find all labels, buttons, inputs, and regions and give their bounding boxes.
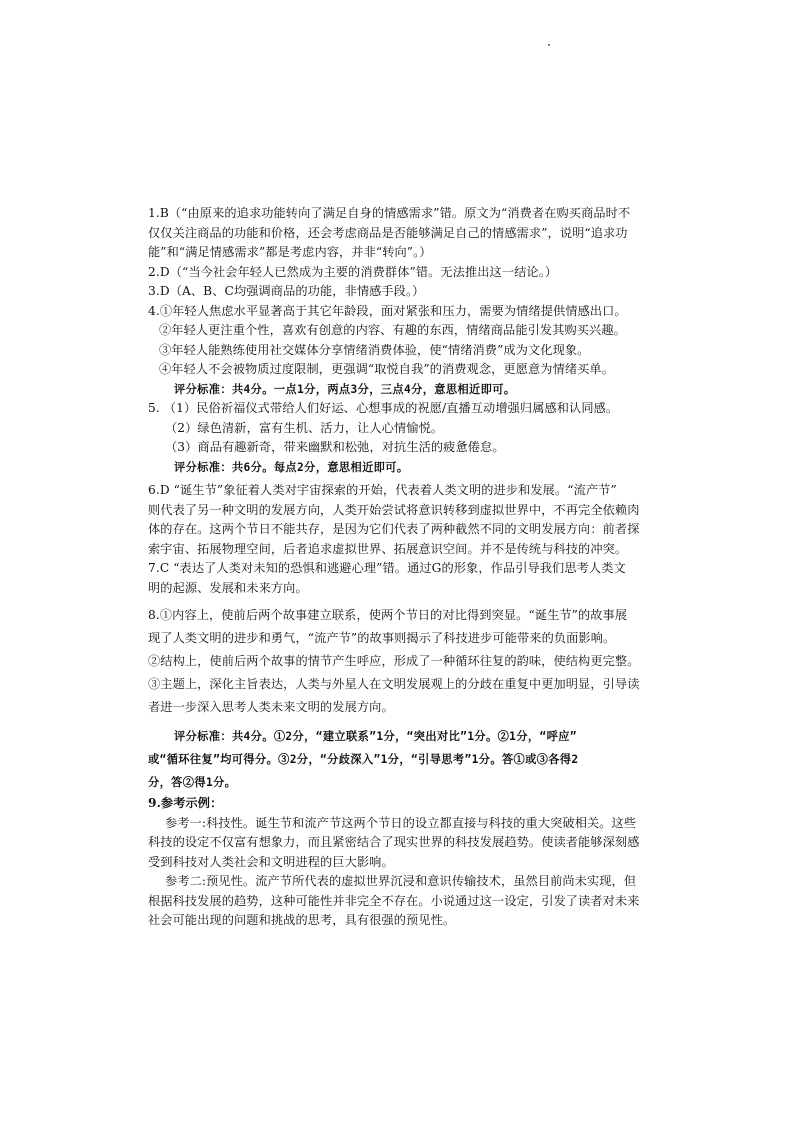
- answer-8: [148, 604, 673, 719]
- answer-line: ④年轻人不会被物质过度限制，更强调“取悦自我”的消费观念，更愿意为情绪买单。: [159, 362, 615, 376]
- answer-line: ②年轻人更注重个性，喜欢有创意的内容、有趣的东西，情绪商品能引发其购买兴趣。: [159, 323, 626, 337]
- answer-line: （2）绿色清新，富有生机、活力，让人心情愉悦。: [165, 420, 444, 435]
- scoring-criteria: 评分标准：共4分。一点1分，两点3分，三点4分，意思相近即可。: [174, 382, 516, 396]
- scoring-criteria: 分，答②得1分。: [148, 776, 237, 789]
- answer-line: 7.C “表达了人类对未知的恐惧和逃避心理”错。通过G的形象，作品引导我们思考人类文: [148, 561, 626, 575]
- answer-line: 根据科技发展的趋势，这种可能性并非完全不存在。小说通过这一设定，引发了读者对未来: [148, 893, 640, 908]
- answer-line: 参考一:科技性。诞生节和流产节这两个节日的设立都直接与科技的重大突破相关。这些: [165, 815, 637, 830]
- answer-line: 体的存在。这两个节日不能共存，是因为它们代表了两种截然不同的文明发展方向：前者探: [148, 522, 640, 536]
- answer-line: 者进一步深入思考人类未来文明的发展方向。: [148, 700, 394, 714]
- answer-line: 现了人类文明的进步和勇气，“流产节”的故事则揭示了科技进步可能带来的负面影响。: [148, 631, 616, 645]
- scan-speck: [548, 44, 550, 46]
- answer-7: [148, 559, 673, 598]
- answer-line: 索宇宙、拓展物理空间，后者追求虚拟世界、拓展意识空间。并不是传统与科技的冲突。: [148, 541, 628, 556]
- answer-line: 5. （1）民俗祈福仪式带给人们好运、心想事成的祝愿/直播互动增强归属感和认同感。: [148, 401, 619, 415]
- answer-line: （3）商品有趣新奇，带来幽默和松弛，对抗生活的疲惫倦怠。: [165, 440, 505, 454]
- answer-line: 参考二:预见性。流产节所代表的虚拟世界沉浸和意识传输技术，虽然目前尚未实现，但: [165, 874, 637, 888]
- answer-9-reference-1: [148, 814, 673, 873]
- scoring-criteria: 或“循环往复”均可得分。③2分，“分歧深入”1分，“引导思考”1分。答①或③各得2: [148, 753, 579, 766]
- answer-line: 社会可能出现的问题和挑战的思考，具有很强的预见性。: [148, 913, 456, 927]
- scoring-criteria: 评分标准：共6分。每点2分，意思相近即可。: [174, 460, 409, 474]
- answer-line: 则代表了另一种文明的发展方向，人类开始尝试将意识转移到虚拟世界中，不再完全依赖肉: [148, 502, 640, 517]
- answer-line: ②结构上，使前后两个故事的情节产生呼应，形成了一种循环往复的韵味，使结构更完整。: [148, 654, 640, 668]
- answer-line: 8.①内容上，使前后两个故事建立联系，使两个节日的对比得到突显。“诞生节”的故事展: [148, 608, 628, 622]
- answer-line: 1.B（“由原来的追求功能转向了满足自身的情感需求”错。原文为“消费者在购买商品时不: [148, 206, 631, 220]
- answer-line: 仅仅关注商品的功能和价格，还会考虑商品是否能够满足自己的情感需求”，说明“追求功: [148, 225, 628, 240]
- answer-8-scoring: [148, 725, 673, 794]
- answer-5: [148, 399, 673, 477]
- answer-2: 2.D（“当今社会年轻人已然成为主要的消费群体”错。无法推出这一结论。）: [148, 264, 558, 279]
- scoring-criteria: 评分标准：共4分。①2分，“建立联系”1分，“突出对比”1分。②1分，“呼应”: [174, 730, 577, 743]
- answer-line: 明的起源、发展和未来方向。: [148, 580, 308, 595]
- answer-line: ③年轻人能熟练使用社交媒体分享情绪消费体验，使“情绪消费”成为文化现象。: [159, 342, 590, 357]
- answer-line: 能”和“满足情感需求”都是考虑内容，并非“转向”。）: [148, 245, 432, 259]
- answer-1: [148, 204, 673, 263]
- answer-9-reference-2: [148, 872, 673, 931]
- answer-line: 受到科技对人类社会和文明进程的巨大影响。: [148, 854, 394, 869]
- answer-key-body: [148, 204, 673, 931]
- answer-4: [148, 302, 673, 400]
- answer-line: 科技的设定不仅富有想象力，而且紧密结合了现实世界的科技发展趋势。使读者能够深刻感: [148, 835, 640, 849]
- answer-6: [148, 481, 673, 559]
- answer-line: ③主题上，深化主旨表达，人类与外星人在文明发展观上的分歧在重复中更加明显，引导读: [148, 677, 640, 691]
- answer-9-heading: 9.参考示例：: [148, 796, 223, 810]
- answer-3: 3.D（A、B、C均强调商品的功能，非情感手段。）: [148, 284, 425, 298]
- answer-line: 4.①年轻人焦虑水平显著高于其它年龄段，面对紧张和压力，需要为情绪提供情感出口。: [148, 303, 627, 318]
- answer-line: 6.D “诞生节”象征着人类对宇宙探索的开始，代表着人类文明的进步和发展。“流产节”: [148, 483, 617, 497]
